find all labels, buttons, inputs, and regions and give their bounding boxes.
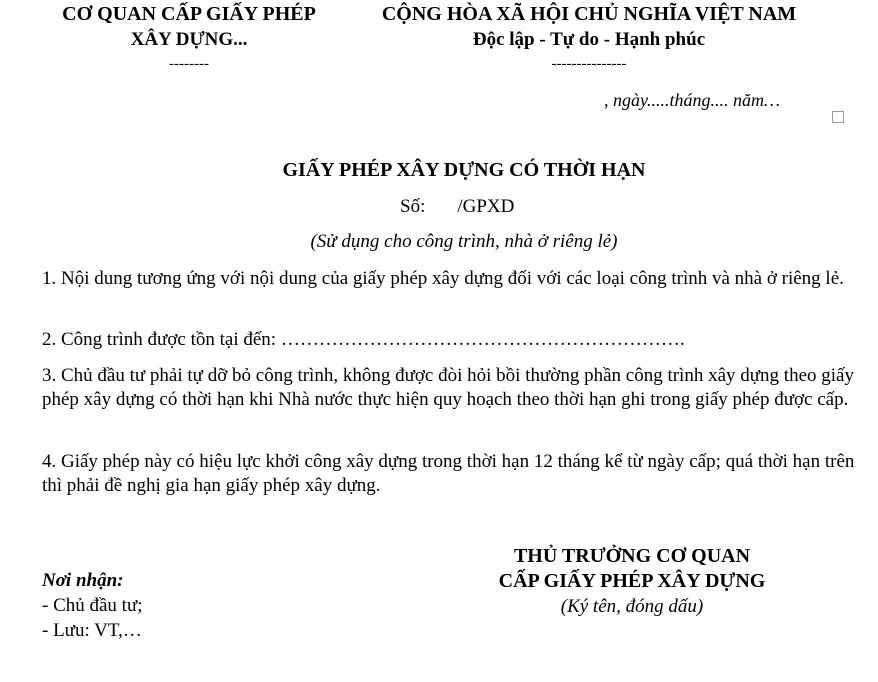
checkbox-icon[interactable] bbox=[832, 111, 844, 123]
number-suffix: /GPXD bbox=[457, 196, 515, 217]
paragraph-3: 3. Chủ đầu tư phải tự dỡ bỏ công trình, không được đòi hỏi bồi thường phần công trình xây dựng theo giấy phép xây dựng có thời hạn khi Nhà nước thực hiện quy hoạch theo thời hạn ghi trong giấy phép được cấp. bbox=[42, 365, 854, 410]
paragraph-1: 1. Nội dung tương ứng với nội dung của giấy phép xây dựng đối với các loại công trình và nhà ở riêng lẻ. bbox=[42, 268, 844, 289]
signature-note: (Ký tên, đóng dấu) bbox=[560, 596, 704, 617]
document-number bbox=[400, 196, 514, 218]
issuer-divider: -------- bbox=[169, 56, 209, 72]
recipients-label: Nơi nhận: bbox=[42, 570, 124, 591]
signature-title-line2: CẤP GIẤY PHÉP XÂY DỰNG bbox=[498, 570, 766, 592]
paragraph-2: 2. Công trình được tồn tại đến: ………………………………………………………. bbox=[42, 329, 685, 350]
signature-title-line1: THỦ TRƯỞNG CƠ QUAN bbox=[513, 545, 751, 567]
document-subtitle: (Sử dụng cho công trình, nhà ở riêng lẻ) bbox=[310, 231, 618, 252]
issuer-name-line2: XÂY DỰNG... bbox=[130, 29, 248, 50]
recipient-item: - Lưu: VT,… bbox=[42, 620, 142, 641]
nation-motto: Độc lập - Tự do - Hạnh phúc bbox=[472, 29, 706, 50]
date-line: , ngày.....tháng.... năm… bbox=[604, 90, 781, 110]
issuer-name-line1: CƠ QUAN CẤP GIẤY PHÉP bbox=[62, 3, 316, 25]
nation-divider: --------------- bbox=[551, 56, 627, 72]
document-title: GIẤY PHÉP XÂY DỰNG CÓ THỜI HẠN bbox=[282, 159, 646, 181]
recipient-item: - Chủ đầu tư; bbox=[42, 595, 143, 616]
number-label: Số: bbox=[400, 196, 426, 217]
paragraph-4: 4. Giấy phép này có hiệu lực khởi công xây dựng trong thời hạn 12 tháng kể từ ngày cấp; quá thời hạn trên thì phải đề nghị gia hạn giấy phép xây dựng. bbox=[42, 451, 855, 496]
nation-name: CỘNG HÒA XÃ HỘI CHỦ NGHĨA VIỆT NAM bbox=[381, 3, 797, 25]
